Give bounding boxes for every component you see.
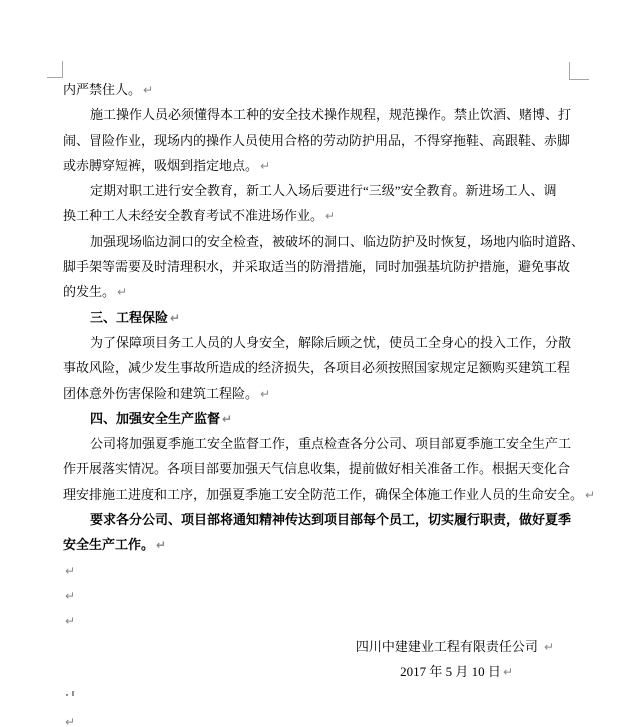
paragraph-mark: ↵ (65, 563, 76, 578)
line-text: 为了保障项目务工人员的人身安全，解除后顾之忧，使员工全身心的投入工作，分散 (90, 334, 572, 350)
paragraph-mark: ↵ (65, 715, 76, 727)
document-line (63, 203, 540, 228)
line-text: 四、加强安全生产监督 (90, 410, 221, 426)
line-text: 的发生。 (63, 284, 116, 300)
line-text: 事故风险，减少发生事故所造成的经济损失，各项目必须按照国家规定足额购买建筑工程 (63, 360, 571, 376)
section-heading (63, 406, 540, 431)
document-line (63, 431, 572, 456)
line-text: 闹、冒险作业，现场内的操作人员使用合格的劳动防护用品，不得穿拖鞋、高跟鞋、赤脚 (63, 132, 571, 148)
line-text: 四川中建建业工程有限责任公司 (355, 638, 538, 654)
line-text: 施工操作人员必须懂得本工种的安全技术操作规程，规范操作。禁止饮酒、赌博、打 (90, 107, 572, 123)
margin-crop-mark-top-left-vertical (62, 61, 63, 78)
document-line (63, 355, 571, 380)
margin-crop-mark-top-right-horizontal (569, 79, 589, 80)
document-line (63, 153, 540, 178)
paragraph-mark: ↵ (117, 285, 128, 300)
paragraph-mark: ↵ (170, 310, 181, 325)
paragraph-mark: ↵ (260, 386, 271, 401)
paragraph-mark: ↵ (143, 83, 154, 97)
document-line (63, 128, 571, 153)
line-text: 要求各分公司、项目部将通知精神传达到项目部每个员工，切实履行职责，做好夏季 (90, 512, 572, 528)
paragraph-mark: ↵ (65, 588, 76, 603)
paragraph-mark: ↵ (585, 487, 596, 502)
line-text: 或赤膊穿短裤，吸烟到指定地点。 (63, 157, 259, 173)
empty-paragraph-line (63, 583, 540, 608)
line-text: 理安排施工进度和工序，加强夏季施工安全防范工作，确保全体施工作业人员的生命安全。 (63, 486, 584, 502)
section-heading (63, 305, 540, 330)
document-line (63, 456, 571, 481)
margin-crop-mark-top-right-vertical (569, 62, 570, 80)
line-text: 作开展落实情况。各项目部要加强天气信息收集，提前做好相关准备工作。根据天变化合 (63, 461, 571, 477)
signature-company-line (63, 634, 554, 659)
line-text: 内严禁住人。 (63, 82, 142, 97)
margin-crop-mark-top-left-horizontal (47, 77, 63, 78)
paragraph-mark: ↵ (325, 209, 336, 224)
document-line (63, 279, 540, 304)
partial-paragraph-mark (63, 684, 75, 709)
line-text: 定期对职工进行安全教育，新工人入场后要进行“三级”安全教育。新进场工人、调 (90, 183, 557, 199)
document-line (63, 178, 557, 203)
paragraph-mark: ↵ (65, 614, 76, 629)
line-text: 2017 年 5 月 10 日 (400, 663, 501, 679)
document-line (63, 254, 571, 279)
document-line (63, 381, 540, 406)
document-line-bold (63, 532, 540, 557)
line-text: 加强现场临边洞口的安全检查，被破坏的洞口、临边防护及时恢复，场地内临时道路、 (90, 233, 585, 249)
document-line (63, 229, 585, 254)
paragraph-mark: ↵ (222, 411, 233, 426)
document-line (63, 102, 572, 127)
paragraph-mark: ↵ (260, 158, 271, 173)
line-text: 安全生产工作。 (63, 537, 155, 553)
document-line (63, 77, 540, 102)
partial-paragraph-line (63, 684, 540, 709)
document-line (63, 330, 572, 355)
paragraph-mark: ↵ (543, 639, 554, 654)
paragraph-mark: ↵ (502, 664, 513, 679)
line-text: 公司将加强夏季施工安全监督工作，重点检查各分公司、项目部夏季施工安全生产工 (90, 436, 572, 452)
empty-paragraph-line (63, 558, 540, 583)
line-text: 换工种工人未经安全教育考试不准进场作业。 (63, 208, 324, 224)
line-text: 团体意外伤害保险和建筑工程险。 (63, 385, 259, 401)
paragraph-mark: ↵ (156, 538, 167, 553)
document-line (63, 482, 596, 507)
document-line-bold (63, 507, 572, 532)
empty-paragraph-line (63, 709, 540, 727)
signature-date-line (63, 659, 540, 684)
line-text: 脚手架等需要及时清理积水，并采取适当的防滑措施，同时加强基坑防护措施，避免事故 (63, 259, 571, 275)
document-content (63, 77, 596, 727)
line-text: 三、工程保险 (90, 309, 169, 325)
empty-paragraph-line (63, 608, 540, 633)
